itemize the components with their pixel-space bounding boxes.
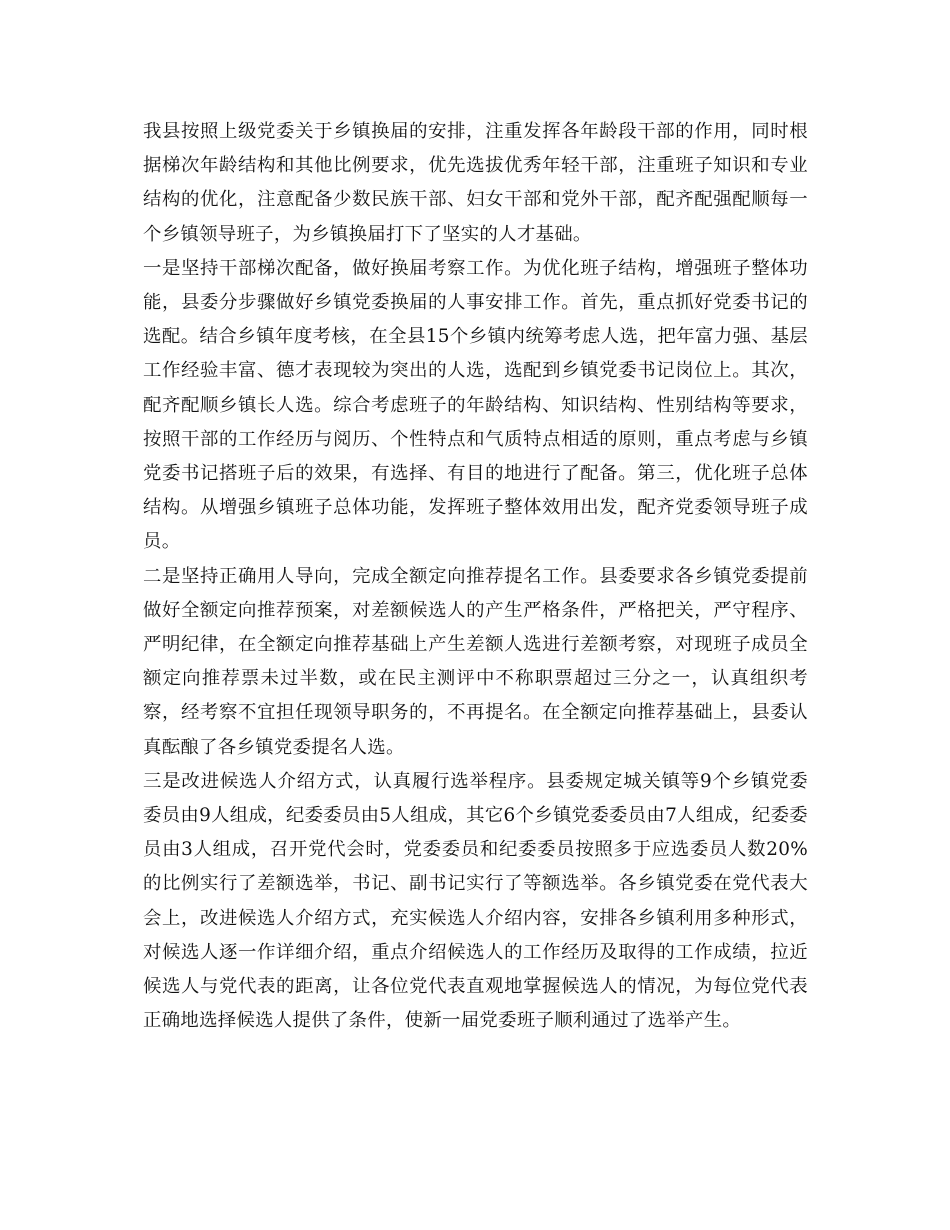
paragraph-intro: 我县按照上级党委关于乡镇换届的安排，注重发挥各年龄段干部的作用，同时根据梯次年龄结构和其他比例要求，优先选拔优秀年轻干部，注重班子知识和专业结构的优化，注意配备少数民族干部、妇女干部和党外干部，配齐配强配顺每一个乡镇领导班子，为乡镇换届打下了坚实的人才基础。 [143,121,808,245]
paragraph-point-one: 一是坚持干部梯次配备，做好换届考察工作。为优化班子结构，增强班子整体功能，县委分步骤做好乡镇党委换届的人事安排工作。首先，重点抓好党委书记的选配。结合乡镇年度考核，在全县15个乡镇内统筹考虑人选，把年富力强、基层工作经验丰富、德才表现较为突出的人选，选配到乡镇党委书记岗位上。其次，配齐配顺乡镇长人选。综合考虑班子的年龄结构、知识结构、性别结构等要求，按照干部的工作经历与阅历、个性特点和气质特点相适的原则，重点考虑与乡镇党委书记搭班子后的效果，有选择、有目的地进行了配备。第三，优化班子总体结构。从增强乡镇班子总体功能，发挥班子整体效用出发，配齐党委领导班子成员。 [143,257,808,553]
document-body [143,115,808,1038]
paragraph-point-two: 二是坚持正确用人导向，完成全额定向推荐提名工作。县委要求各乡镇党委提前做好全额定向推荐预案，对差额候选人的产生严格条件，严格把关，严守程序、严明纪律，在全额定向推荐基础上产生差额人选进行差额考察，对现班子成员全额定向推荐票未过半数，或在民主测评中不称职票超过三分之一，认真组织考察，经考察不宜担任现领导职务的，不再提名。在全额定向推荐基础上，县委认真酝酿了各乡镇党委提名人选。 [143,565,808,758]
paragraph-point-three: 三是改进候选人介绍方式，认真履行选举程序。县委规定城关镇等9个乡镇党委委员由9人组成，纪委委员由5人组成，其它6个乡镇党委委员由7人组成，纪委委员由3人组成，召开党代会时，党委委员和纪委委员按照多于应选委员人数20%的比例实行了差额选举，书记、副书记实行了等额选举。各乡镇党委在党代表大会上，改进候选人介绍方式，充实候选人介绍内容，安排各乡镇利用多种形式，对候选人逐一作详细介绍，重点介绍候选人的工作经历及取得的工作成绩，拉近候选人与党代表的距离，让各位党代表直观地掌握候选人的情况，为每位党代表正确地选择候选人提供了条件，使新一届党委班子顺利通过了选举产生。 [143,770,808,1032]
